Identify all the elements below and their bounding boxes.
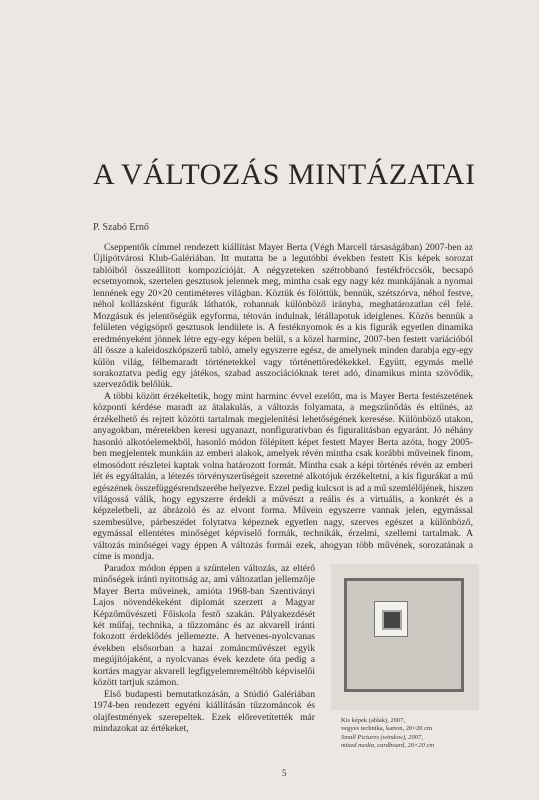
author-name: P. Szabó Ernő [93, 222, 149, 233]
caption-line-technique-en: mixed media, cardboard, 20×20 cm [341, 742, 435, 750]
narrow-column [93, 563, 315, 735]
article-title: A VÁLTOZÁS MINTÁZATAI [93, 158, 476, 191]
caption-line-technique: vegyes technika, karton, 20×20 cm [341, 725, 433, 733]
paragraph-1: Cseppentők címmel rendezett kiállítást Mayer Berta (Végh Marcell társaságában) 2007-ben az Újlipótvárosi Klub-Galériában. Itt mutatta be a legutóbbi években festett Kis képek sorozat tablóiból összeállított kompozícióját. A négyzeteken szétrobbanó festékfröccsök, becsapó ecsetnyomok, szertelen gesztusok jelennek meg, mintha csak egy nagy kéz munkájának a nyomai lennének egy 20×20 centiméteres világban. Köztük és fölöttük, bennük, szétszórva, néhol festve, néhol kollázsként figurák láthatók, rohannak különböző irányba, meghatározatlan cél felé. Mozgásuk és jelentőségük egyforma, tétován indulnak, létállapotuk ideiglenes. Közös bennük a felületen végigsöprő gesztusok lendülete is. A festéknyomok és a kis figurák egyetlen dinamika eredményeként jönnek létre egy-egy képen belül, s a közel harminc, 2007-ben festett variációból áll össze a kaleidoszkópszerű tabló, amely egyszerre egész, de amelynek minden darabja egy-egy külön világ, félbemaradt történetekkel vagy történettöredékekkel. Együtt, egymás mellé sorakoztatva pedig egy játékos, szabad asszociációknak teret adó, dinamikus minta szövődik, szerveződik belőlük. [93, 242, 473, 391]
artwork-window-detail [374, 601, 408, 637]
artwork-figure [382, 610, 402, 630]
artwork-caption [341, 717, 491, 751]
caption-line-title-en: Small Pictures (window), 2007, [341, 733, 423, 741]
paragraph-2: A többi között érzékeltetik, hogy mint harminc évvel ezelőtt, ma is Mayer Berta festészetének központi kérdése maradt az átalakulás, a változás folyamata, a megszűnődás és eltűnés, az érzékelhető és rejtett közötti tartalmak megjelenítési lehetőségének keresése. Különböző utakon, anyagokban, méretekben keresi ugyanazt, nonfiguratívban és figuralitásban egyaránt. Jó néhány hasonló alkotóelemekből, hasonló módon fölépített képet festett Mayer Berta azóta, hogy 2005-ben megjelentek munkáin az emberi alakok, amelyek révén mintha csak korábbi műveinek finom, elmosódott részletei kaptak volna határozott formát. Mintha csak a képi történés révén az emberi lét és egyáltalán, a létezés törvényszerűségeit szeretné alkotójuk érzékeltetni, a kis figurákat a mű egészének összefüggésrendszerébe helyezve. Ezzel pedig kulcsot is ad a mű szemlélőjének, hiszen világossá válik, hogy egyszerre érdekli a művészt a reális és a virtuális, a konkrét és a képzeletbeli, az ábrázoló és az elvont forma. Művein egyszerre vannak jelen, egymással szembesülve, párbeszédet folytatva képeznek egyetlen nagy, szerves egészet a különböző, egymással ellentétes minőséget képviselő formák, technikák, érzelmi, szellemi tartalmak. A változás minőségei vagy éppen A változás formái ezek, ahogyan több művének, sorozatának a címe is mondja. [93, 390, 473, 563]
paragraph-4: Első budapesti bemutatkozásán, a Stúdió Galériában 1974-ben rendezett egyéni kiállításán tűzzománcok és olajfestmények szerepeltek. Ezek előrevetítették már mindazokat az értékeket, [93, 688, 315, 735]
paragraph-3: Paradox módon éppen a szüntelen változás, az eltérő minőségek iránti nyitottság az, ami változatlan jellemzője Mayer Berta műveinek, amióta 1968-ban Szentiványi Lajos növendékeként diplomát szerzett a Magyar Képzőművészeti Főiskola festő szakán. Pályakezdését két műfaj, technika, a tűzzománc és az akvarell iránti fokozott érdeklődés jellemezte. A hetvenes-nyolcvanas években elsősorban a hazai zománcművészet egyik megújítójaként, a nyolcvanas évek kezdete óta pedig a kortárs magyar akvarell legfigyelemreméltóbb képviselői között tartjuk számon. [93, 562, 315, 689]
artwork-image [331, 564, 479, 710]
caption-line-title: Kis képek (ablak), 2007, [341, 717, 406, 724]
page-number: 5 [282, 768, 287, 778]
